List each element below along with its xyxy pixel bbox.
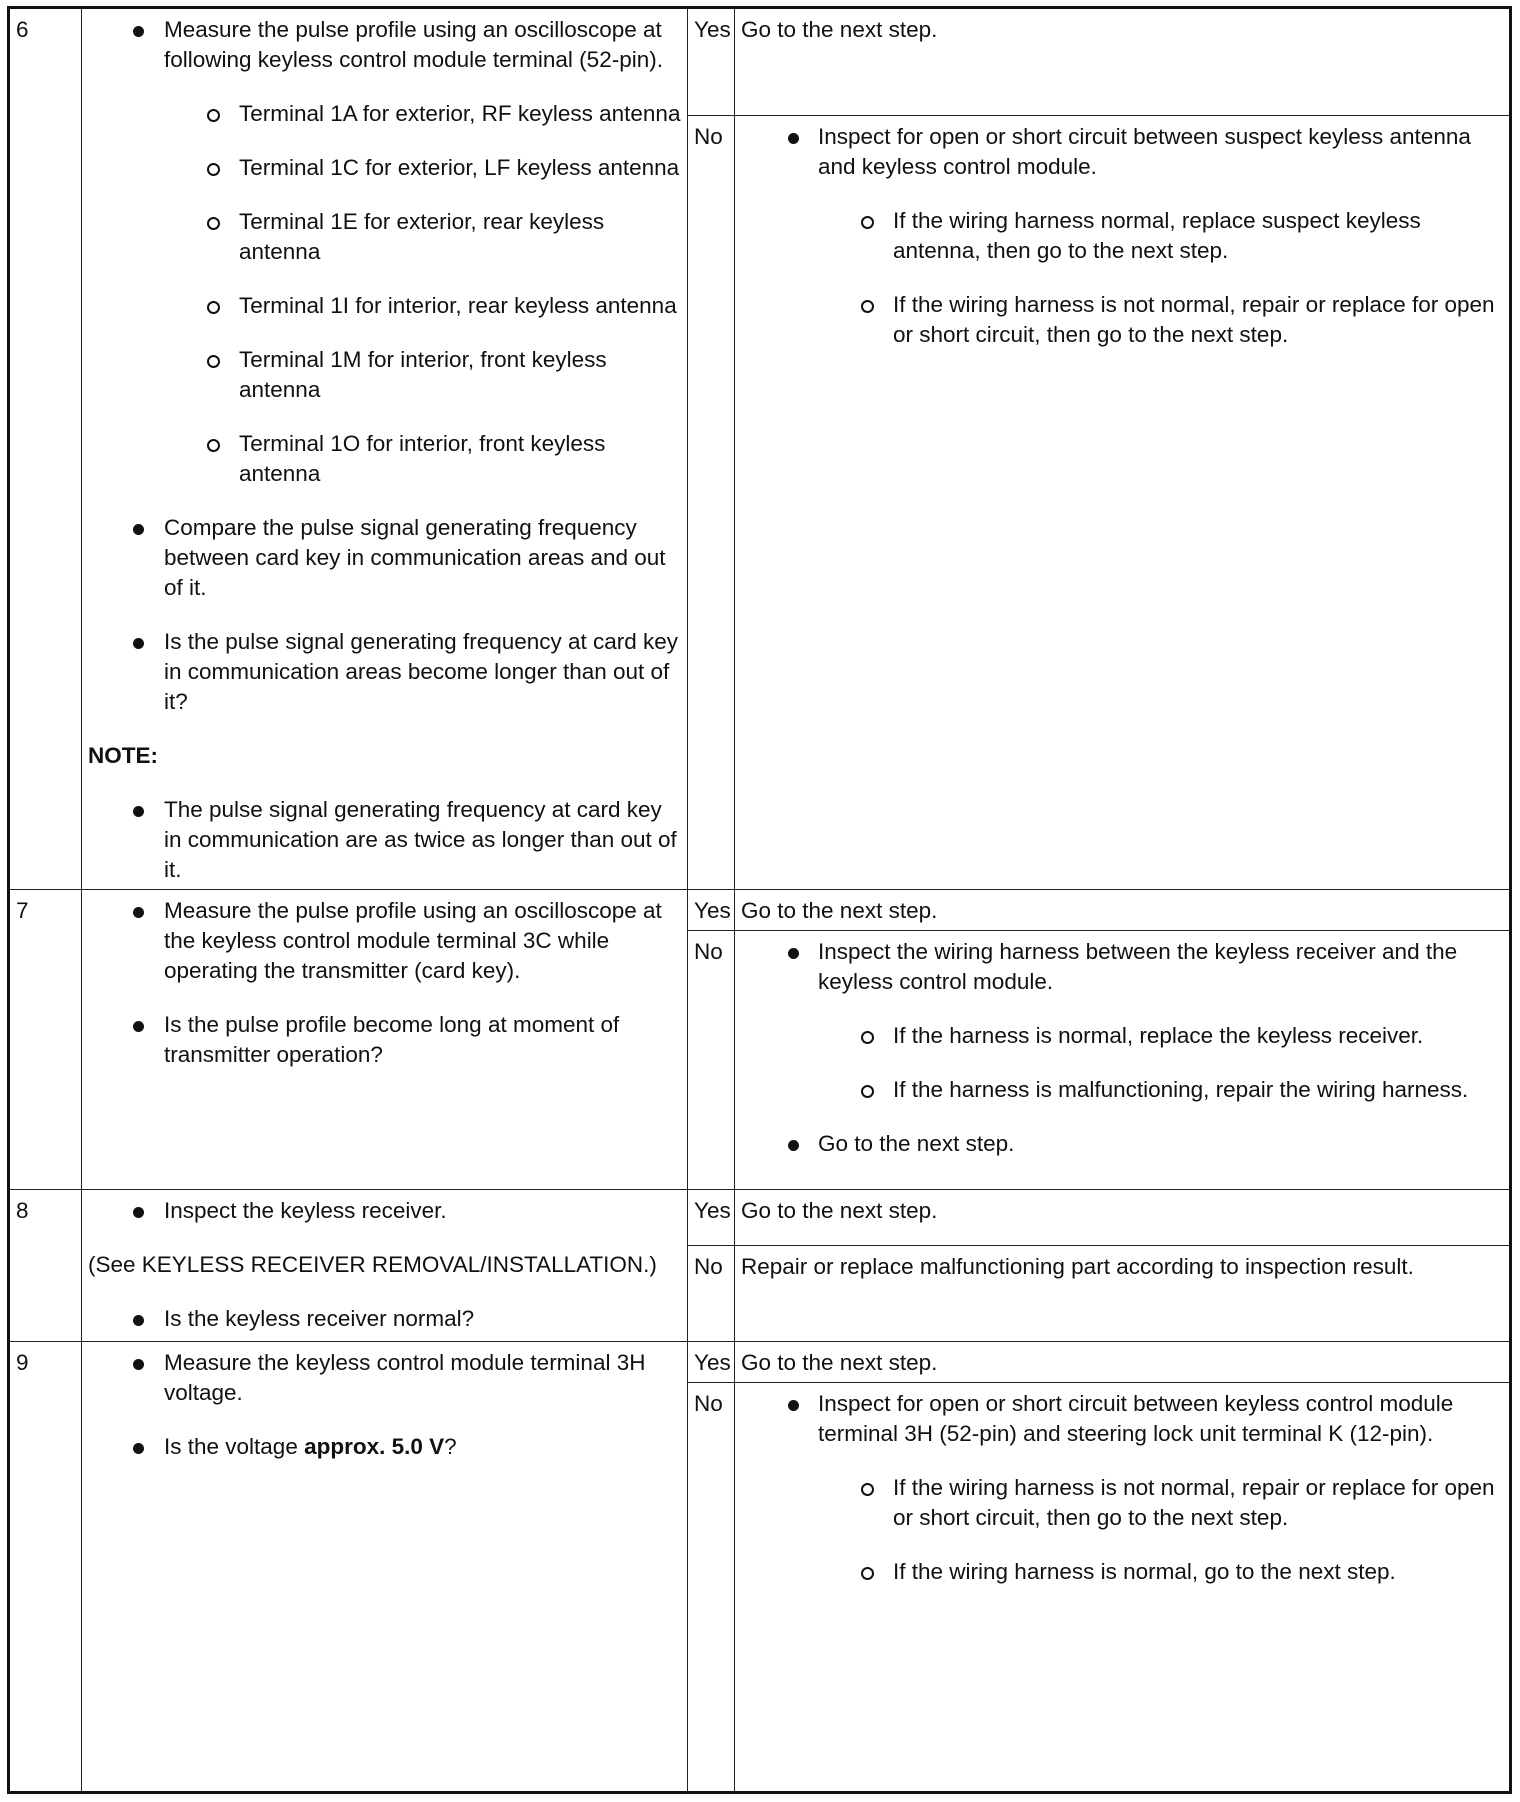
- question-bullets: [88, 15, 681, 717]
- step-number: 9: [9, 1342, 82, 1793]
- no-label: No: [688, 1383, 735, 1793]
- step-6-yes-row: [9, 8, 1511, 116]
- terminal-item: Terminal 1I for interior, rear keyless antenna: [239, 291, 681, 321]
- question-bullet: Measure the pulse profile using an oscilloscope at following keyless control module terminal (52-pin). Terminal 1A for exterior, RF keyless antenna Terminal 1C for exterior, LF keyless antenna Terminal 1E for exterior, rear keyless antenna Terminal 1I for interior, rear keyless antenna Terminal 1M for interior, front keyless antenna Terminal 1O for interior, front keyless antenna: [164, 15, 681, 489]
- terminal-item: Terminal 1O for interior, front keyless antenna: [239, 429, 681, 489]
- action-sub-list: [818, 1021, 1503, 1105]
- no-action: Repair or replace malfunctioning part according to inspection result.: [735, 1246, 1511, 1342]
- question-bullet: Is the voltage approx. 5.0 V?: [164, 1432, 681, 1462]
- question-bullet: Is the pulse profile become long at moment of transmitter operation?: [164, 1010, 681, 1070]
- action-bullets: [741, 1389, 1503, 1587]
- action-bullet: Inspect the wiring harness between the keyless receiver and the keyless control module. If the harness is normal, replace the keyless receiver. If the harness is malfunctioning, repair the wiring harness.: [818, 937, 1503, 1105]
- note-bullet: The pulse signal generating frequency at card key in communication are as twice as longer than out of it.: [164, 795, 681, 885]
- action-sub-list: [818, 1473, 1503, 1587]
- note-label: NOTE:: [88, 743, 158, 768]
- terminal-item: Terminal 1C for exterior, LF keyless antenna: [239, 153, 681, 183]
- no-action: [735, 116, 1511, 890]
- step-number: 8: [9, 1190, 82, 1342]
- action-sub-list: [818, 206, 1503, 350]
- diagnostic-procedure-table: [7, 6, 1512, 1794]
- action-bullets: [741, 937, 1503, 1159]
- terminal-item: Terminal 1M for interior, front keyless antenna: [239, 345, 681, 405]
- action-bullet: Go to the next step.: [818, 1129, 1503, 1159]
- action-sub-item: If the wiring harness is not normal, repair or replace for open or short circuit, then go to the next step.: [893, 290, 1503, 350]
- question-bullet: Is the keyless receiver normal?: [164, 1304, 681, 1334]
- terminal-item: Terminal 1E for exterior, rear keyless antenna: [239, 207, 681, 267]
- question-bullet: Measure the keyless control module terminal 3H voltage.: [164, 1348, 681, 1408]
- question-bullet: Is the pulse signal generating frequency at card key in communication areas become longer than out of it?: [164, 627, 681, 717]
- note-bullets: [88, 795, 681, 885]
- step-8-question: [82, 1190, 688, 1342]
- step-9-question: [82, 1342, 688, 1793]
- yes-label: Yes: [688, 890, 735, 931]
- question-bullets: [88, 1196, 681, 1226]
- question-bullet: Compare the pulse signal generating frequency between card key in communication areas and out of it.: [164, 513, 681, 603]
- no-label: No: [688, 116, 735, 890]
- action-sub-item: If the harness is normal, replace the keyless receiver.: [893, 1021, 1503, 1051]
- action-sub-item: If the wiring harness is not normal, repair or replace for open or short circuit, then go to the next step.: [893, 1473, 1503, 1533]
- question-bullet: Inspect the keyless receiver.: [164, 1196, 681, 1226]
- question-bullets: [88, 1348, 681, 1462]
- yes-label: Yes: [688, 1342, 735, 1383]
- no-label: No: [688, 931, 735, 1190]
- yes-action: Go to the next step.: [735, 1190, 1511, 1246]
- step-8-yes-row: [9, 1190, 1511, 1246]
- no-action: [735, 931, 1511, 1190]
- step-6-question: [82, 8, 688, 890]
- yes-action: Go to the next step.: [735, 8, 1511, 116]
- step-number: 7: [9, 890, 82, 1190]
- question-bullet: Measure the pulse profile using an oscilloscope at the keyless control module terminal 3C while operating the transmitter (card key).: [164, 896, 681, 986]
- action-sub-item: If the harness is malfunctioning, repair the wiring harness.: [893, 1075, 1503, 1105]
- action-sub-item: If the wiring harness is normal, go to the next step.: [893, 1557, 1503, 1587]
- question-bullets: [88, 896, 681, 1070]
- no-action: [735, 1383, 1511, 1793]
- yes-action: Go to the next step.: [735, 890, 1511, 931]
- step-7-yes-row: [9, 890, 1511, 931]
- voltage-value: approx. 5.0 V: [304, 1434, 445, 1459]
- action-sub-item: If the wiring harness normal, replace suspect keyless antenna, then go to the next step.: [893, 206, 1503, 266]
- reference-text: (See KEYLESS RECEIVER REMOVAL/INSTALLATION.): [88, 1252, 657, 1277]
- question-bullets: [88, 1304, 681, 1334]
- yes-label: Yes: [688, 1190, 735, 1246]
- step-number: 6: [9, 8, 82, 890]
- action-bullet: Inspect for open or short circuit between suspect keyless antenna and keyless control module. If the wiring harness normal, replace suspect keyless antenna, then go to the next step. If the wiring harness is not normal, repair or replace for open or short circuit, then go to the next step.: [818, 122, 1503, 350]
- terminal-list: [164, 99, 681, 489]
- terminal-item: Terminal 1A for exterior, RF keyless antenna: [239, 99, 681, 129]
- yes-label: Yes: [688, 8, 735, 116]
- action-bullet: Inspect for open or short circuit between keyless control module terminal 3H (52-pin) and steering lock unit terminal K (12-pin). If the wiring harness is not normal, repair or replace for open or short circuit, then go to the next step. If the wiring harness is normal, go to the next step.: [818, 1389, 1503, 1587]
- step-9-yes-row: [9, 1342, 1511, 1383]
- action-bullets: [741, 122, 1503, 350]
- step-7-question: [82, 890, 688, 1190]
- yes-action: Go to the next step.: [735, 1342, 1511, 1383]
- no-label: No: [688, 1246, 735, 1342]
